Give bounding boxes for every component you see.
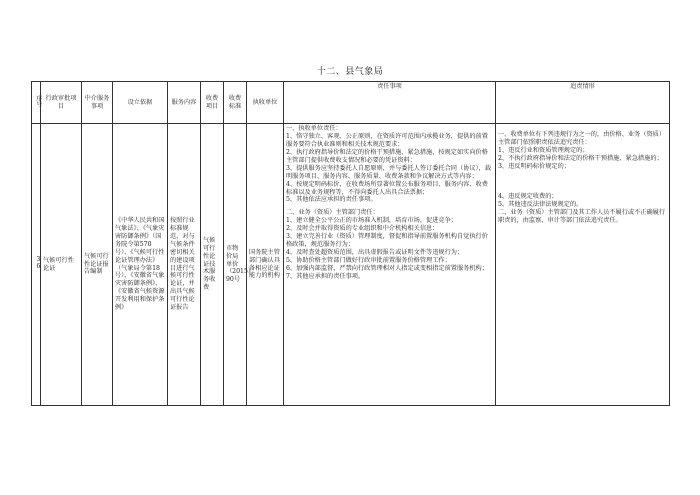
responsibility-line: 1、恪守独立、客观、公正原则，在资质许可范围内承揽业务，提供的前置服务要符合执业准则和相关技术规范要求；	[286, 132, 488, 148]
accountability-line: 3、违反明码标价规定的；	[498, 162, 570, 170]
cell-item: 气候可行性论证	[41, 124, 82, 406]
responsibility-line: 2、及时会并取得资质的专业组织和中介机构相关信息；	[286, 225, 439, 233]
accountability-line: 二、业务（资质）主管部门及其工作人员不履行或不正确履行职责的，由监察、审计等部门依法追究责任。	[498, 208, 666, 224]
responsibility-line: 7、其他应承担的责任事项。	[286, 272, 365, 280]
accountability-line: 1、违反行业和资质管理规定的；	[498, 146, 589, 154]
responsibility-line: 3、提供服务应坚持委托人自愿原则，并与委托人签订委托合同（协议），载明服务项目、服务内容、服务质量、收费条款和争议解决方式等内容；	[286, 164, 492, 180]
header-basis: 设立依据	[113, 82, 168, 124]
responsibility-line: 一、执收单位责任：	[286, 125, 342, 132]
responsibility-line: 4、按规定明码标价，在收费场所显著位置公布服务项目、服务内容、收费标准以及业务规程等，不得向委托人出具合法票据；	[286, 180, 488, 196]
responsibility-line: 4、及时查处超资质范围，出具虚假报告或证明文件等违规行为；	[286, 249, 464, 257]
accountability-line: 2、不执行政府指导价和法定的价格干预措施、紧急措施的；	[498, 154, 663, 162]
header-content: 服务内容	[168, 82, 201, 124]
cell-content: 按照行业标准规范，对与气候条件密切相关的建设项目进行气候可行性论证，并出具气候可行性论证报告	[168, 124, 201, 406]
responsibility-line: 3、建立完善行业（资质）管理制度，督促和指导前置服务机构自觉执行价格政策，规范服务行为；	[286, 233, 488, 249]
responsibility-line: 2、执行政府指导价和法定的价格干预措施、紧急措施，按规定如实向价格主管部门提供收费收支情况和必要的凭证资料；	[286, 148, 488, 164]
responsibility-line: 二、业务（资质）主管部门责任：	[286, 209, 379, 217]
cell-intermediary: 气候可行性论证报告编制	[82, 124, 113, 406]
table-row	[32, 124, 670, 406]
responsibility-line: 6、加强内部监督，严禁向行政管理相对人指定或变相指定前置服务机构；	[286, 264, 488, 272]
cell-basis: 《中华人民共和国气象法》、《气象灾害防御条例》（国务院令第570号）、《气候可行性论证管理办法》（气象局令第18号）、《安徽省气象灾害防御条例》、《安徽省气候资源开发利用和保护条例》	[113, 124, 168, 406]
cell-fee-standard: 市物价局单价（2015）90号	[224, 124, 247, 406]
service-items-table	[31, 81, 670, 406]
table-header-row	[32, 82, 670, 124]
header-seq: 序号	[32, 82, 41, 124]
accountability-line: 一、收费单位有下列违规行为之一的，由价格、业务（资质）主管部门依照职责依法追究责任：	[498, 131, 666, 146]
cell-responsibility	[284, 124, 496, 406]
cell-fee-item: 气候可行性论证技术服务收费	[201, 124, 224, 406]
header-executor: 执收单位	[247, 82, 284, 124]
header-fee-item: 收费项目	[201, 82, 224, 124]
responsibility-line: 1、建立健全公平公正的市场准入机制，培育市场，促进竞争；	[286, 217, 457, 225]
cell-seq: 36	[32, 124, 41, 406]
header-accountability: 追责情形	[496, 82, 670, 124]
header-item: 行政审批项目	[41, 82, 82, 124]
responsibility-line: 5、其他依法应承担的责任事项。	[286, 196, 377, 204]
page-title: 十二、县气象局	[316, 67, 384, 77]
header-fee-standard: 收费标准	[224, 82, 247, 124]
cell-executor: 国务院主管部门确认具备相应论证能力的机构	[247, 124, 284, 406]
responsibility-line: 5、协助价格主管部门做好行政审批前置服务价格管理工作；	[286, 257, 451, 264]
accountability-line: 5、其他违反法律法规规定的。	[498, 200, 583, 208]
header-responsibility: 责任事项	[284, 82, 496, 124]
header-intermediary: 中介服务事项	[82, 82, 113, 124]
accountability-line: 4、违反规定收费的；	[498, 192, 558, 200]
cell-accountability	[496, 124, 670, 406]
